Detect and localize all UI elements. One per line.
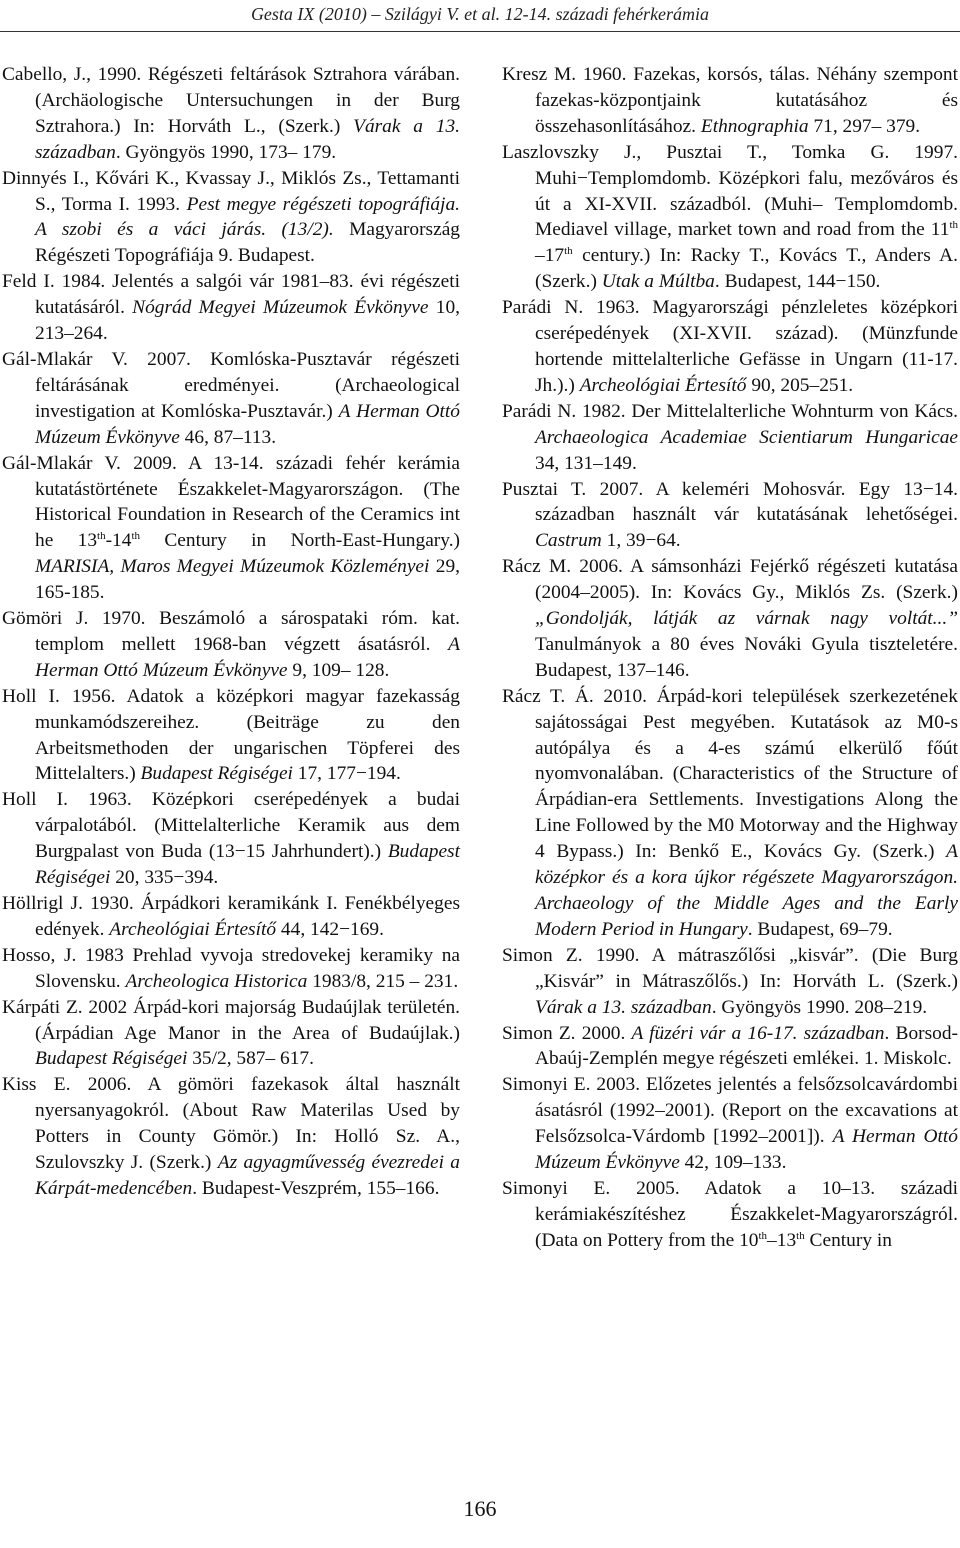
reference-text: . Borsod-Abaúj-Zemplén megye régészeti emlékei. 1. Miskolc.: [535, 1022, 958, 1070]
reference-text: Parádi N. 1982. Der Mittelalterliche Wohnturm von Kács.: [502, 400, 958, 422]
italic-title-text: Nógrád Megyei Múzeumok Évkönyve: [132, 297, 429, 319]
reference-text: Century in North-East-Hungary.): [140, 530, 460, 552]
reference-text: Kárpáti Z. 2002 Árpád-kori majorság Budaújlak területén. (Árpádian Age Manor in the Area of Budaújlak.): [2, 996, 460, 1044]
reference-text: Dinnyés I., Kővári K., Kvassay J., Miklós Zs., Tettamanti S., Torma I. 1993.: [2, 167, 460, 215]
reference-entry: [2, 606, 460, 684]
reference-text: Simonyi E. 2003. Előzetes jelentés a felsőzsolcavárdombi ásatásról (1992–2001). (Report on the excavations at Felsőzsolca-Várdomb [1992–2001]).: [502, 1074, 958, 1148]
reference-entry: [502, 62, 958, 140]
reference-text: . Gyöngyös 1990, 173– 179.: [115, 141, 337, 163]
reference-text: Simon Z. 2000.: [502, 1022, 632, 1044]
reference-text: century.) In: Racky T., Kovács T., Anders A. (Szerk.): [535, 245, 958, 293]
page-number: 166: [463, 1496, 497, 1521]
reference-text: Magyarország Régészeti Topográfiája 9. Budapest.: [35, 219, 461, 267]
reference-text: Parádi N. 1963. Magyarországi pénzleletes középkori cserépedények (XI-XVII. század). (Münzfunde hortende mittelalterliche Gefässe in Ungarn (11-17. Jh.).): [502, 297, 958, 396]
reference-text: 90, 205–251.: [746, 374, 854, 396]
reference-entry: [502, 399, 958, 477]
reference-entry: [2, 891, 460, 943]
reference-entry: [2, 62, 460, 166]
reference-text: Holl I. 1956. Adatok a középkori magyar fazekasság munkamódszereihez. (Beiträge zu den Arbeitsmethoden der ungarischen Töpferei des Mittelalters.): [2, 685, 460, 785]
reference-text: Tanulmányok a 80 éves Nováki Gyula tiszteletére. Budapest, 137–146.: [535, 633, 958, 681]
reference-text: Hosso, J. 1983 Prehlad vyvoja stredovekej keramiky na Slovensku.: [2, 944, 460, 992]
reference-entry: [2, 1072, 460, 1202]
reference-entry: [2, 684, 460, 788]
reference-text: . Gyöngyös 1990. 208–219.: [711, 996, 928, 1018]
reference-entry: [2, 787, 460, 891]
reference-entry: [502, 1176, 958, 1254]
reference-text: 10, 213–264.: [35, 297, 460, 345]
italic-title-text: Az agyagművesség évezredei a Kárpát-medencében: [35, 1152, 460, 1199]
reference-text: . Budapest, 69–79.: [747, 918, 893, 940]
italic-title-text: Castrum: [535, 530, 602, 552]
reference-text: 71, 297– 379.: [808, 115, 921, 137]
reference-entry: [502, 684, 958, 943]
reference-text: -14: [105, 530, 132, 552]
reference-text: Kresz M. 1960. Fazekas, korsós, tálas. Néhány szempont fazekas-központjaink kutatásához és összehasonlításához.: [502, 64, 958, 137]
reference-text: 20, 335−394.: [110, 867, 219, 889]
italic-title-text: Budapest Régiségei: [35, 841, 460, 889]
reference-entry: [2, 943, 460, 995]
references-left-column: [2, 62, 460, 1202]
reference-entry: [502, 943, 958, 1021]
reference-entry: [2, 269, 460, 347]
reference-text: Rácz M. 2006. A sámsonházi Fejérkő régészeti kutatása (2004–2005). In: Kovács Gy., Miklós Zs. (Szerk.): [502, 556, 958, 604]
italic-title-text: Archeológiai Értesítő: [109, 918, 277, 940]
italic-title-text: A Herman Ottó Múzeum Évkönyve: [35, 400, 460, 448]
references-right-column: [502, 62, 958, 1254]
superscript-text: th: [564, 245, 573, 258]
reference-entry: [502, 1072, 958, 1176]
reference-text: . Budapest, 144−150.: [714, 271, 881, 293]
italic-title-text: Várak a 13. században: [535, 996, 712, 1018]
reference-text: Gál-Mlakár V. 2009. A 13-14. századi fehér kerámia kutatástörténete Északkelet-Magyarországon. (The Historical Foundation in Research of the Ceramics int he 13: [2, 452, 460, 552]
reference-text: Gömöri J. 1970. Beszámoló a sárospataki róm. kat. templom mellett 1968-ban végzett ásatásról.: [2, 608, 460, 655]
italic-title-text: Archaeologica Academiae Scientiarum Hungaricae: [535, 426, 958, 448]
reference-entry: [502, 554, 958, 684]
italic-title-text: Ethnographia: [700, 115, 809, 137]
header-rule: [0, 31, 960, 32]
italic-title-text: A Herman Ottó Múzeum Évkönyve: [35, 633, 460, 681]
italic-title-text: Budapest Régiségei: [140, 763, 293, 785]
italic-title-text: A Herman Ottó Múzeum Évkönyve: [535, 1126, 958, 1174]
italic-title-text: Archeologica Historica: [125, 970, 308, 992]
reference-text: Gál-Mlakár V. 2007. Komlóska-Pusztavár régészeti feltárásának eredményei. (Archaeological investigation at Komlóska-Pusztavár.): [2, 348, 460, 422]
italic-title-text: Várak a 13. században: [35, 115, 460, 163]
reference-text: –13: [767, 1229, 797, 1251]
reference-text: 17, 177−194.: [292, 763, 401, 785]
reference-text: 44, 142−169.: [276, 918, 384, 940]
reference-text: 42, 109–133.: [679, 1152, 787, 1174]
superscript-text: th: [758, 1229, 768, 1242]
reference-entry: [502, 140, 958, 295]
reference-text: Holl I. 1963. Középkori cserépedények a budai várpalotából. (Mittelalterliche Keramik aus dem Burgpalast von Buda (13−15 Jahrhundert).): [2, 789, 460, 863]
italic-title-text: MARISIA, Maros Megyei Múzeumok Közleményei: [35, 556, 430, 578]
reference-text: Simon Z. 1990. A mátraszőlősi „kisvár”. (Die Burg „Kisvár” in Mátraszőlős.) In: Horváth L. (Szerk.): [502, 944, 958, 992]
reference-text: Höllrigl J. 1930. Árpádkori keramikánk I. Fenékbélyeges edények.: [2, 893, 460, 940]
reference-text: Kiss E. 2006. A gömöri fazekasok által használt nyersanyagokról. (About Raw Materilas Used by Potters in County Gömör.) In: Holló Sz. A., Szulovszky J. (Szerk.): [2, 1074, 460, 1174]
superscript-text: th: [796, 1229, 805, 1242]
italic-title-text: Pest megye régészeti topográfiája. A szobi és a váci járás. (13/2).: [35, 193, 460, 241]
reference-entry: [502, 477, 958, 555]
superscript-text: th: [131, 530, 141, 543]
reference-text: Feld I. 1984. Jelentés a salgói vár 1981–83. évi régészeti kutatásáról.: [2, 271, 460, 319]
superscript-text: th: [97, 530, 106, 543]
reference-text: 46, 87–113.: [179, 426, 277, 448]
reference-text: 34, 131–149.: [535, 452, 637, 474]
reference-text: Simonyi E. 2005. Adatok a 10–13. századi kerámiakészítéshez Északkelet-Magyarországról. (Data on Pottery from the 10: [502, 1177, 958, 1251]
superscript-text: th: [949, 219, 958, 232]
reference-text: –17: [535, 245, 565, 267]
italic-title-text: „Gondolják, látják az várnak nagy voltát...”: [535, 608, 958, 630]
italic-title-text: A füzéri vár a 16-17. században: [631, 1022, 885, 1044]
reference-entry: [2, 347, 460, 451]
reference-text: Laszlovszky J., Pusztai T., Tomka G. 1997. Muhi−Templomdomb. Középkori falu, mezőváros és út a XI-XVII. századból. (Muhi– Templomdomb. Mediavel village, market town and road from the 11: [502, 141, 958, 241]
italic-title-text: Budapest Régiségei: [35, 1048, 188, 1070]
reference-entry: [2, 451, 460, 606]
italic-title-text: Utak a Múltba: [601, 271, 715, 293]
italic-title-text: Archeológiai Értesítő: [579, 374, 747, 396]
reference-text: 35/2, 587– 617.: [187, 1048, 314, 1070]
running-header: Gesta IX (2010) – Szilágyi V. et al. 12-14. századi fehérkerámia: [250, 4, 710, 24]
reference-entry: [2, 995, 460, 1073]
italic-title-text: A középkor és a kora újkor régészete Magyarországon. Archaeology of the Middle Ages and the Early Modern Period in Hungary: [535, 841, 958, 940]
reference-text: Rácz T. Á. 2010. Árpád-kori települések szerkezetének sajátosságai Pest megyében. Kutatások az M0-s autópálya és a 4-es számú elkerülő főút nyomvonalában. (Characteristics of the Structure of Árpádian-era Settlements. Investigations Along the Line Followed by the M0 Motorway and the Highway 4 Bypass.) In: Benkő E., Kovács Gy. (Szerk.): [502, 685, 958, 863]
reference-text: . Budapest-Veszprém, 155–166.: [192, 1177, 440, 1199]
reference-text: 1983/8, 215 – 231.: [307, 970, 459, 992]
reference-entry: [2, 166, 460, 270]
reference-text: Century in: [804, 1229, 892, 1251]
reference-entry: [502, 295, 958, 399]
reference-text: Pusztai T. 2007. A keleméri Mohosvár. Egy 13−14. században használt vár kutatásának lehetőségei.: [502, 478, 958, 526]
reference-text: 29, 165-185.: [35, 556, 460, 604]
reference-text: 9, 109– 128.: [287, 659, 390, 681]
reference-text: Cabello, J., 1990. Régészeti feltárások Sztrahora várában. (Archäologische Untersuchungen in der Burg Sztrahora.) In: Horváth L., (Szerk.): [2, 64, 460, 137]
reference-entry: [502, 1021, 958, 1073]
reference-text: 1, 39−64.: [601, 530, 681, 552]
